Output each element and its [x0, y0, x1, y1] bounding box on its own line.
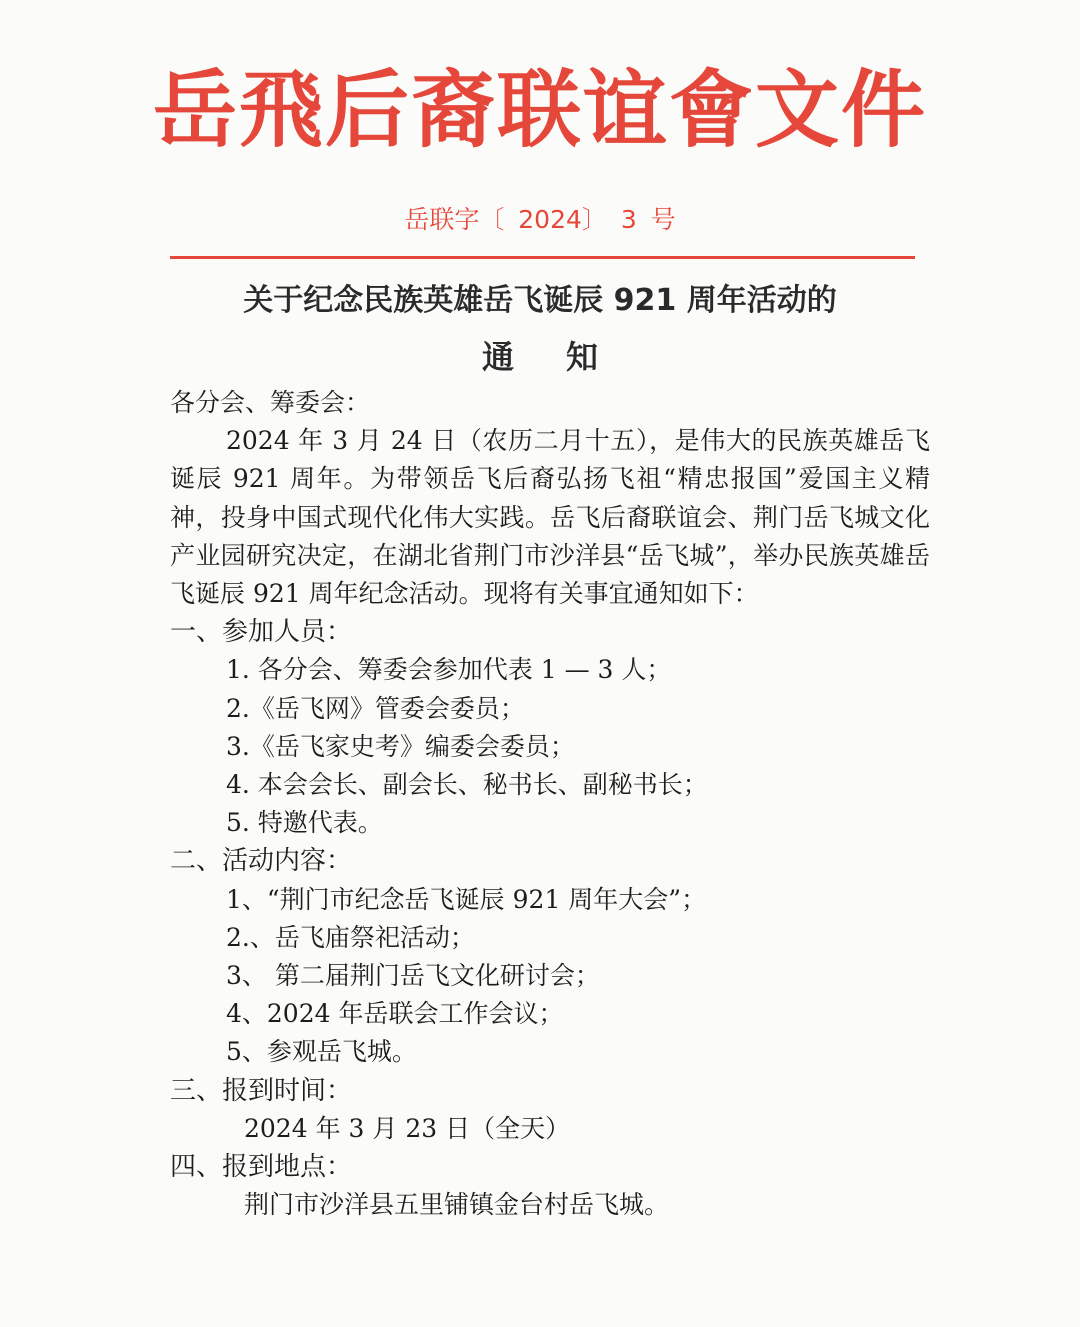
check-in-location: 荆门市沙洋县五里铺镇金台村岳飞城。 [244, 1190, 670, 1220]
section-heading-attendees: 一、参加人员： [170, 617, 353, 648]
section-heading-check-in-location: 四、报到地点： [170, 1152, 353, 1183]
notice-body [170, 384, 930, 1224]
notice-heading: 通知 [481, 338, 650, 376]
list-item: 4、2024 年岳联会工作会议； [226, 999, 564, 1029]
intro-paragraph: 2024 年 3 月 24 日（农历二月十五），是伟大的民族英雄岳飞诞辰 921 周年。为带领岳飞后裔弘扬飞祖“精忠报国”爱国主义精神，投身中国式现代化伟大实践。岳飞后裔联谊会、荆门岳飞城文化产业园研究决定，在湖北省荆门市沙洋县“岳飞城”，举办民族英雄岳飞诞辰 921 周年纪念活动。现将有关事宜通知如下： [170, 426, 930, 609]
list-item: 4. 本会会长、副会长、秘书长、副秘书长； [226, 770, 708, 800]
organization-title: 岳飛后裔联谊會文件 [152, 61, 927, 159]
check-in-time: 2024 年 3 月 23 日（全天） [244, 1113, 571, 1143]
list-item: 2.、岳飞庙祭祀活动； [226, 922, 475, 952]
list-item: 1. 各分会、筹委会参加代表 1 — 3 人； [226, 655, 672, 685]
list-item: 1、“荆门市纪念岳飞诞辰 921 周年大会”； [226, 884, 707, 914]
notice-subject: 关于纪念民族英雄岳飞诞辰 921 周年活动的 [243, 283, 837, 318]
list-item: 5、参观岳飞城。 [226, 1037, 417, 1067]
list-item: 5. 特邀代表。 [226, 808, 383, 838]
document-number: 岳联字〔 2024〕 3 号 [404, 205, 676, 234]
section-heading-check-in-time: 三、报到时间： [170, 1075, 353, 1106]
salutation: 各分会、筹委会： [170, 388, 371, 417]
red-divider-line [170, 256, 915, 259]
list-item: 3.《岳飞家史考》编委会委员； [226, 731, 575, 761]
list-item: 3、 第二届荆门岳飞文化研讨会； [226, 961, 600, 991]
list-item: 2.《岳飞网》管委会委员； [226, 693, 525, 723]
section-heading-activities: 二、活动内容： [170, 846, 353, 877]
